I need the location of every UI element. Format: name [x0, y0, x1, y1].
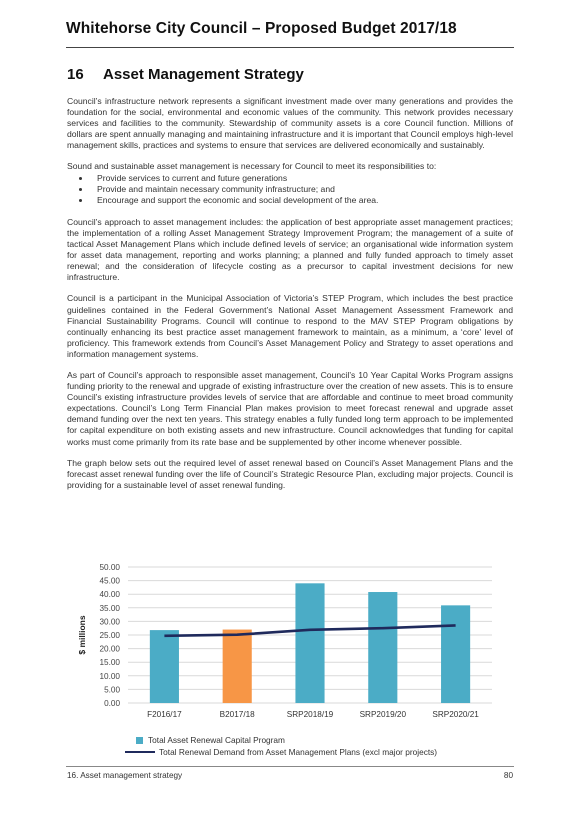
x-tick-label: B2017/18	[219, 710, 255, 719]
paragraph: As part of Council’s approach to responsible asset management, Council’s 10 Year Capital Works Program assigns funding priority to the renewal and upgrade of existing infrastructure over the creation of new assets. This is to ensure Council’s existing infrastructure provides levels of service that are affordable and continue to meet broad community expectations. Council’s Long Term Financial Plan makes provision to meet forecast renewal and upgrade asset demand funding over the next ten years. This strategy enables a fully funded long term approach to be implemented for capital expenditure on both existing assets and new infrastructure. Council acknowledges that funding for capital works must come primarily from its rate base and be supplemented by other income whenever possible.	[67, 369, 514, 447]
legend-line-label: Total Renewal Demand from Asset Management Plans (excl major projects)	[159, 747, 438, 757]
y-axis-label: $ millions	[77, 615, 87, 655]
legend-line-swatch	[125, 751, 155, 753]
paragraph: Council is a participant in the Municipal Association of Victoria’s STEP Program, which includes the best practice guidelines contained in the Federal Government’s National Asset Management Assessment Framework and Financial Sustainability Programs. Council will continue to respond to the MAV STEP Program obligations by continually enhancing its best practice asset management framework to maintain, as a minimum, a ‘core’ level of proficiency. This framework extends from Council’s Asset Management Policy and Strategy to asset operations and information management systems.	[67, 293, 513, 359]
x-tick-label: F2016/17	[147, 710, 182, 719]
y-tick-label: 50.00	[99, 563, 120, 572]
document-header-title: Whitehorse City Council – Proposed Budget 2017/18	[66, 20, 457, 37]
x-tick-label: SRP2018/19	[286, 710, 334, 719]
list-item: • Provide and maintain necessary community infrastructure; and	[91, 184, 513, 195]
chart-bar	[441, 605, 470, 703]
y-tick-label: 10.00	[99, 671, 120, 681]
chart-svg	[76, 560, 500, 730]
y-tick-label: 0.00	[104, 699, 120, 708]
paragraph: Council’s infrastructure network represents a significant investment made over many generations and provides the foundation for the social, environmental and economic values of the community. This network provides necessary services and facilities to the community. Stewardship of community assets is a core Council function. Millions of dollars are spent annually managing and maintaining infrastructure and it is important that Council employs high-level management skills, practices and systems to ensure that services are delivered economically and sustainably.	[67, 96, 513, 151]
y-tick-label: 5.00	[104, 685, 120, 695]
chart-bar	[150, 630, 179, 703]
legend-entry-line	[136, 746, 437, 758]
list-item: • Provide services to current and future generations	[91, 173, 513, 184]
chart-bar	[368, 592, 397, 703]
y-tick-label: 45.00	[99, 576, 120, 586]
legend-bar-label: Total Asset Renewal Capital Program	[148, 735, 285, 745]
y-tick-label: 40.00	[99, 590, 120, 600]
x-tick-label: SRP2020/21	[432, 710, 479, 719]
section-title: Asset Management Strategy	[103, 66, 304, 83]
body-text	[67, 96, 513, 501]
chart-legend	[136, 734, 437, 758]
asset-renewal-chart	[76, 560, 500, 760]
list-item: • Encourage and support the economic and social development of the area.	[91, 195, 513, 206]
paragraph: Sound and sustainable asset management is necessary for Council to meet its responsibilities to:	[67, 161, 437, 172]
y-tick-label: 35.00	[99, 603, 120, 613]
chart-bar	[295, 583, 324, 703]
page-number: 80	[503, 771, 513, 780]
section-heading	[67, 66, 304, 83]
paragraph: The graph below sets out the required level of asset renewal based on Council’s Asset Management Plans and the forecast asset renewal funding over the life of Council’s Strategic Resource Plan, excluding major projects. Council is providing for a sustainable level of asset renewal funding.	[67, 457, 513, 490]
header-divider	[66, 47, 514, 48]
y-tick-label: 20.00	[99, 644, 120, 654]
legend-entry-bar	[136, 734, 437, 746]
chart-bar	[223, 630, 252, 703]
y-tick-label: 25.00	[99, 631, 120, 640]
y-tick-label: 30.00	[99, 617, 120, 627]
paragraph: Council’s approach to asset management includes: the application of best appropriate asset management practices; the implementation of a rolling Asset Management Strategy Improvement Program; the management of a suite of tactical Asset Management Plans which include defined levels of service; an organisational wide information system for asset data management, reporting and works planning; a planned and fully funded approach to timely asset renewal; and the consideration of lifecycle costing as a precursor to capital investment decisions for new infrastructure.	[67, 216, 513, 283]
footer-section-label: 16. Asset management strategy	[67, 771, 183, 780]
x-tick-label: SRP2019/20	[359, 710, 407, 719]
footer-divider	[66, 766, 514, 767]
y-tick-label: 15.00	[99, 658, 120, 668]
legend-bar-swatch	[136, 737, 143, 744]
responsibilities-list	[67, 173, 513, 206]
section-number: 16	[67, 66, 84, 83]
